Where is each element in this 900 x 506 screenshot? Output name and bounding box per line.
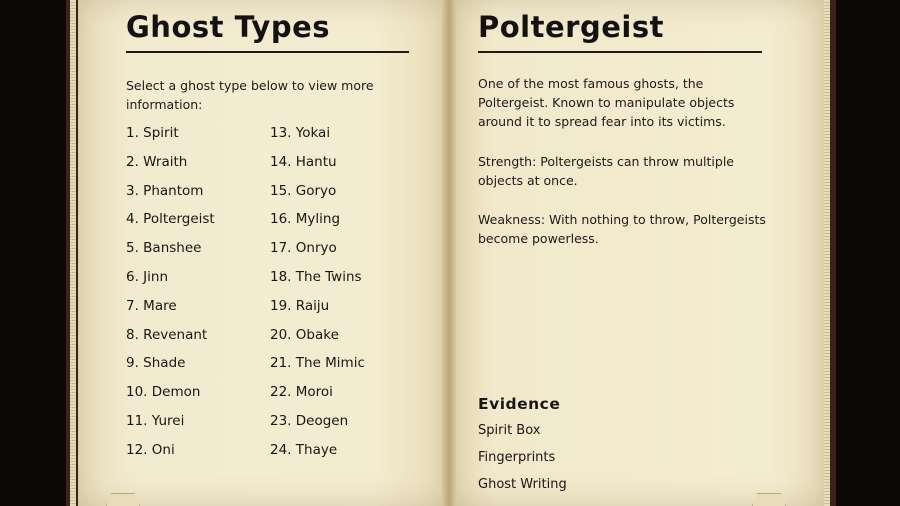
left-page-edge — [70, 0, 76, 506]
ghost-type-item[interactable]: 17. Onryo — [270, 240, 337, 257]
evidence-item: Spirit Box — [478, 423, 541, 438]
ghost-type-item[interactable]: 5. Banshee — [126, 240, 202, 257]
evidence-heading: Evidence — [478, 395, 561, 413]
ghost-type-item[interactable]: 11. Yurei — [126, 412, 185, 429]
ghost-weakness: Weakness: With nothing to throw, Poltergeists become powerless. — [478, 212, 766, 246]
ghost-strength: Strength: Poltergeists can throw multiple objects at once. — [478, 154, 734, 188]
evidence-list — [478, 417, 567, 498]
previous-page-tab[interactable] — [106, 493, 140, 506]
ghost-type-item[interactable]: 13. Yokai — [270, 125, 331, 141]
left-page-title: Ghost Types — [126, 10, 331, 44]
next-page-tab[interactable] — [752, 493, 786, 506]
left-title-underline — [126, 51, 409, 53]
evidence-item: Fingerprints — [478, 450, 556, 465]
book-spine — [442, 0, 456, 506]
ghost-type-item[interactable]: 8. Revenant — [126, 326, 208, 343]
ghost-types-intro: Select a ghost type below to view more information: — [126, 78, 374, 112]
ghost-type-item[interactable]: 10. Demon — [126, 384, 201, 401]
ghost-type-item[interactable]: 22. Moroi — [270, 384, 333, 401]
ghost-type-item[interactable]: 16. Myling — [270, 211, 341, 228]
ghost-type-item[interactable]: 15. Goryo — [270, 182, 337, 199]
ghost-type-item[interactable]: 2. Wraith — [126, 153, 188, 170]
ghost-type-item[interactable]: 19. Raiju — [270, 297, 330, 314]
ghost-type-item[interactable]: 7. Mare — [126, 297, 177, 314]
ghost-type-item[interactable]: 3. Phantom — [126, 182, 204, 199]
ghost-type-item[interactable]: 20. Obake — [270, 326, 339, 343]
ghost-type-item[interactable]: 18. The Twins — [270, 268, 362, 285]
ghost-type-item[interactable]: 21. The Mimic — [270, 355, 365, 372]
evidence-item: Ghost Writing — [478, 477, 567, 492]
ghost-type-item[interactable]: 24. Thaye — [270, 441, 338, 458]
right-page-edge — [824, 0, 830, 506]
ghost-type-item[interactable]: 1. Spirit — [126, 125, 179, 141]
ghost-description: One of the most famous ghosts, the Poltergeist. Known to manipulate objects around it to spread fear into its victims. — [478, 76, 735, 129]
ghost-type-item[interactable]: 9. Shade — [126, 355, 186, 372]
ghost-type-item[interactable]: 14. Hantu — [270, 153, 337, 170]
ghost-detail-title: Poltergeist — [478, 10, 664, 44]
ghost-type-item[interactable]: 6. Jinn — [126, 268, 169, 285]
ghost-type-item[interactable]: 12. Oni — [126, 441, 175, 458]
right-title-underline — [478, 51, 762, 53]
ghost-type-item[interactable]: 23. Deogen — [270, 412, 349, 429]
ghost-list-column-2 — [270, 119, 365, 465]
ghost-list-column-1 — [126, 119, 215, 465]
ghost-type-item[interactable]: 4. Poltergeist — [126, 211, 215, 228]
